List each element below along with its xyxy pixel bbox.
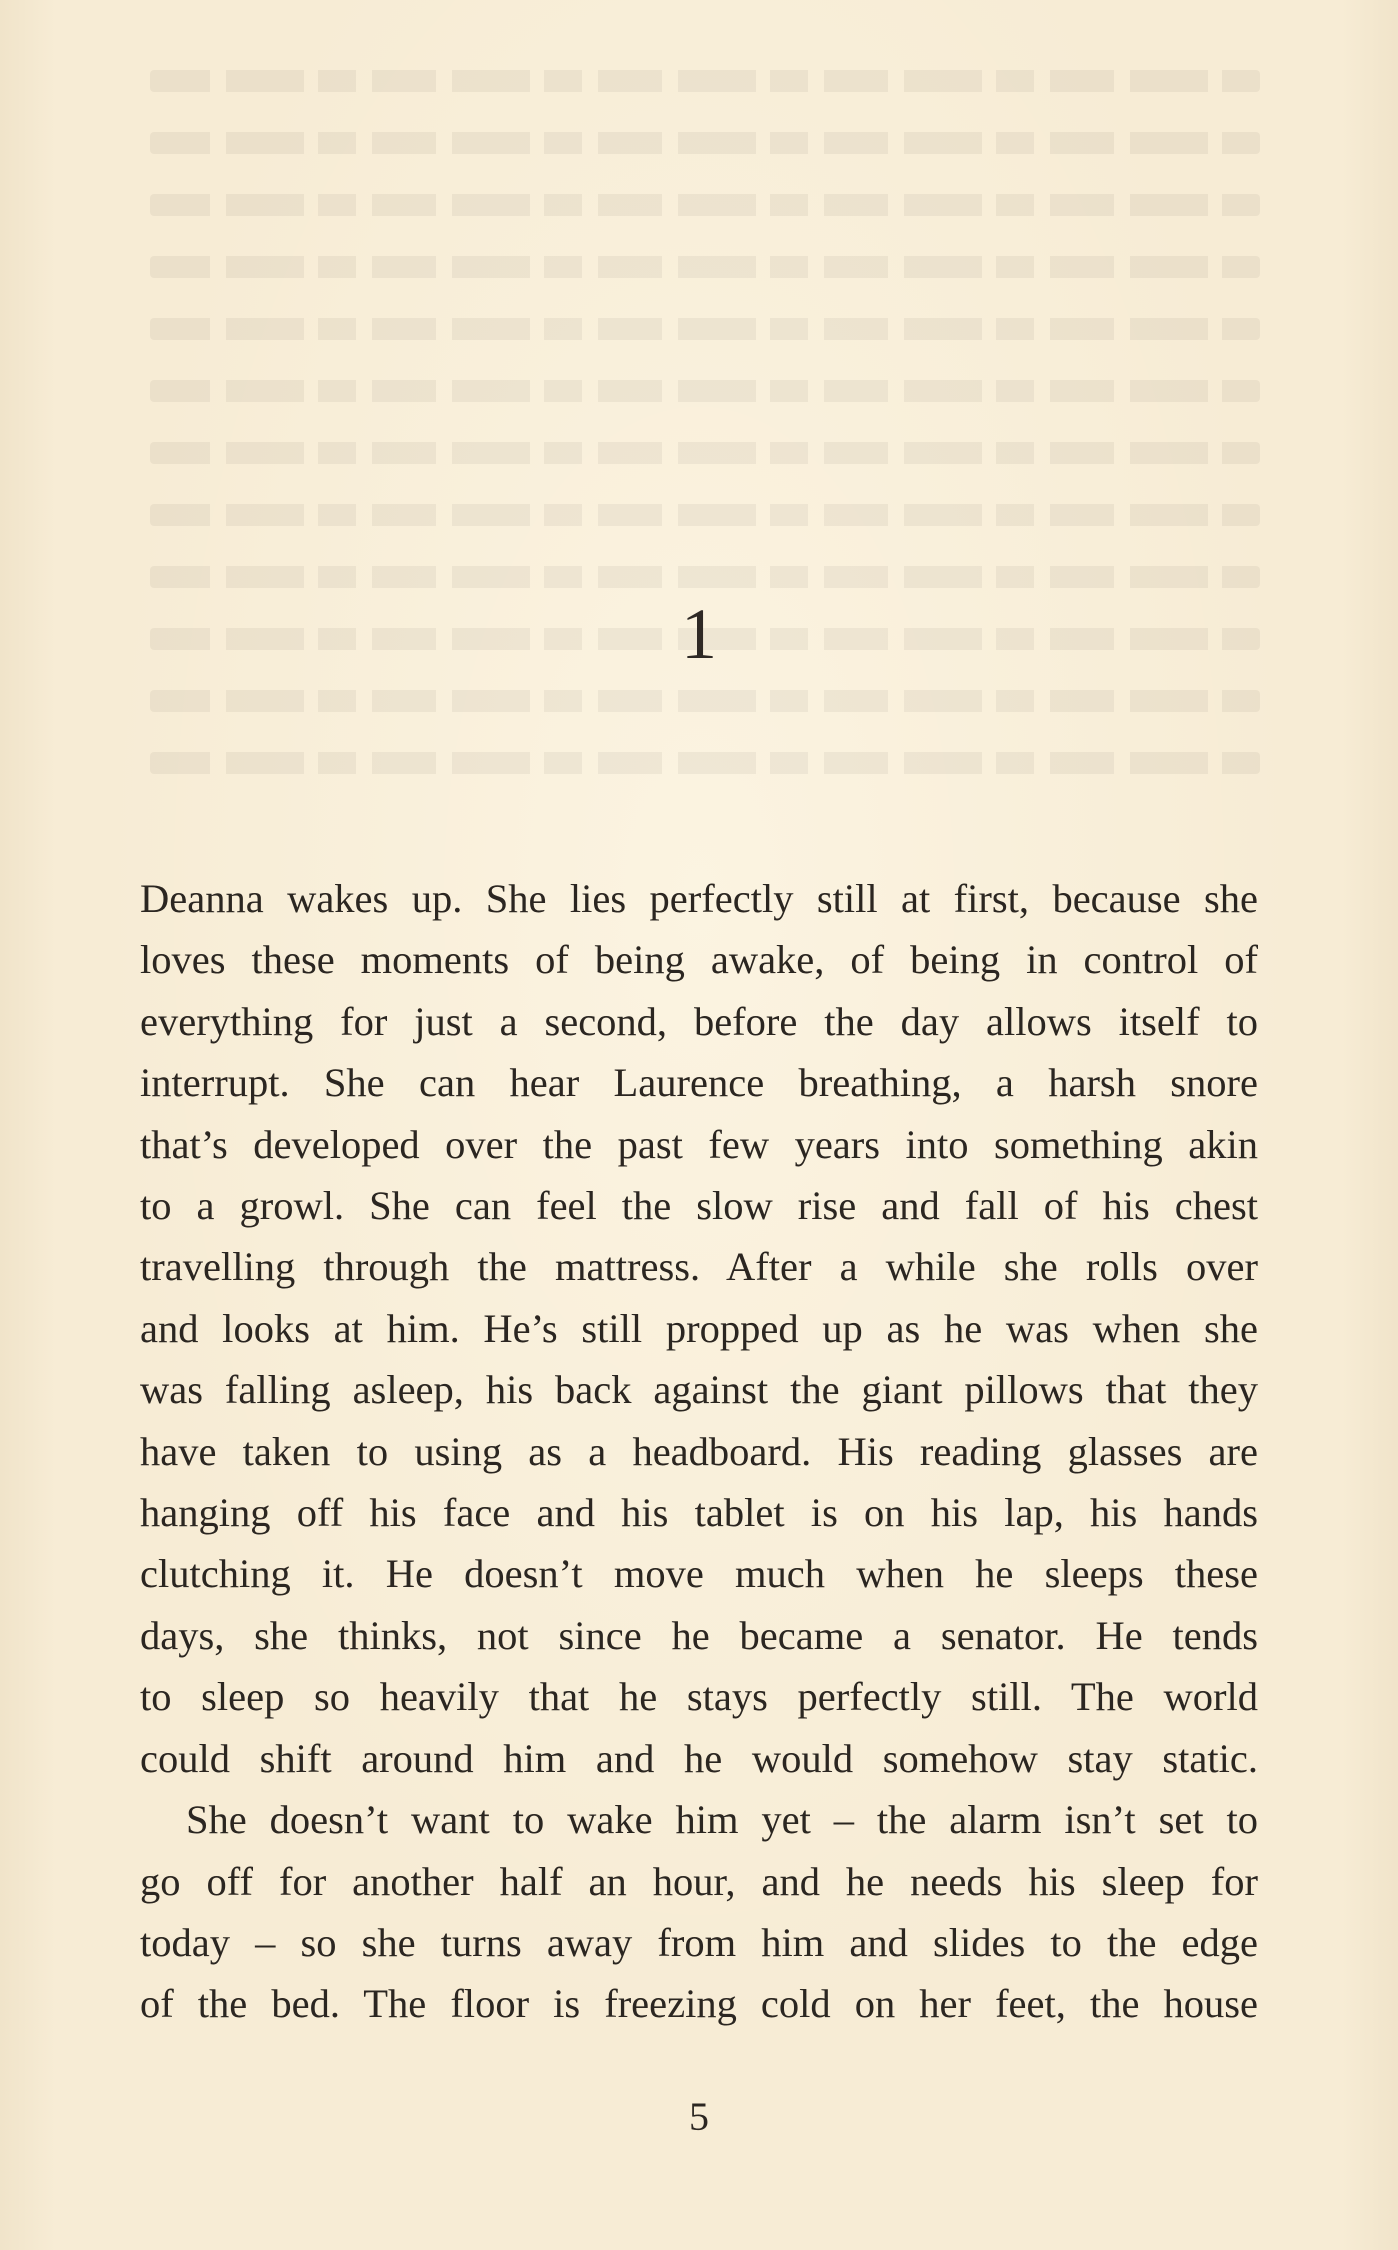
text-line: everything for just a second, before the day allows itself to [140, 998, 1258, 1044]
text-line: days, she thinks, not since he became a senator. He tends [140, 1612, 1258, 1658]
text-line: and looks at him. He’s still propped up as he was when she [140, 1305, 1258, 1351]
page-number: 5 [689, 2094, 709, 2139]
text-line: She doesn’t want to wake him yet – the alarm isn’t set to [186, 1797, 1258, 1843]
chapter-body-text [140, 868, 1258, 2035]
text-line: that’s developed over the past few years into something akin [140, 1121, 1258, 1167]
text-line: hanging off his face and his tablet is on his lap, his hands [140, 1490, 1258, 1536]
text-line: was falling asleep, his back against the giant pillows that they [140, 1367, 1258, 1413]
text-line: to sleep so heavily that he stays perfectly still. The world [140, 1674, 1258, 1720]
reverse-side-bleed-through [150, 70, 1260, 830]
text-line: could shift around him and he would somehow stay static. [140, 1735, 1258, 1781]
text-line: Deanna wakes up. She lies perfectly still at first, because she [140, 876, 1258, 921]
paragraph [140, 1789, 1258, 2035]
text-line: today – so she turns away from him and slides to the edge [140, 1919, 1258, 1965]
paragraph [140, 868, 1258, 1789]
text-line: clutching it. He doesn’t move much when he sleeps these [140, 1551, 1258, 1597]
text-line: interrupt. She can hear Laurence breathing, a harsh snore [140, 1060, 1258, 1106]
text-line: go off for another half an hour, and he needs his sleep for [140, 1858, 1258, 1904]
chapter-number: 1 [681, 594, 717, 674]
text-line: to a growl. She can feel the slow rise and fall of his chest [140, 1183, 1258, 1229]
text-line: loves these moments of being awake, of being in control of [140, 937, 1258, 983]
text-line: of the bed. The floor is freezing cold on her feet, the house [140, 1981, 1258, 2027]
text-line: have taken to using as a headboard. His reading glasses are [140, 1428, 1258, 1474]
text-line: travelling through the mattress. After a while she rolls over [140, 1244, 1258, 1290]
